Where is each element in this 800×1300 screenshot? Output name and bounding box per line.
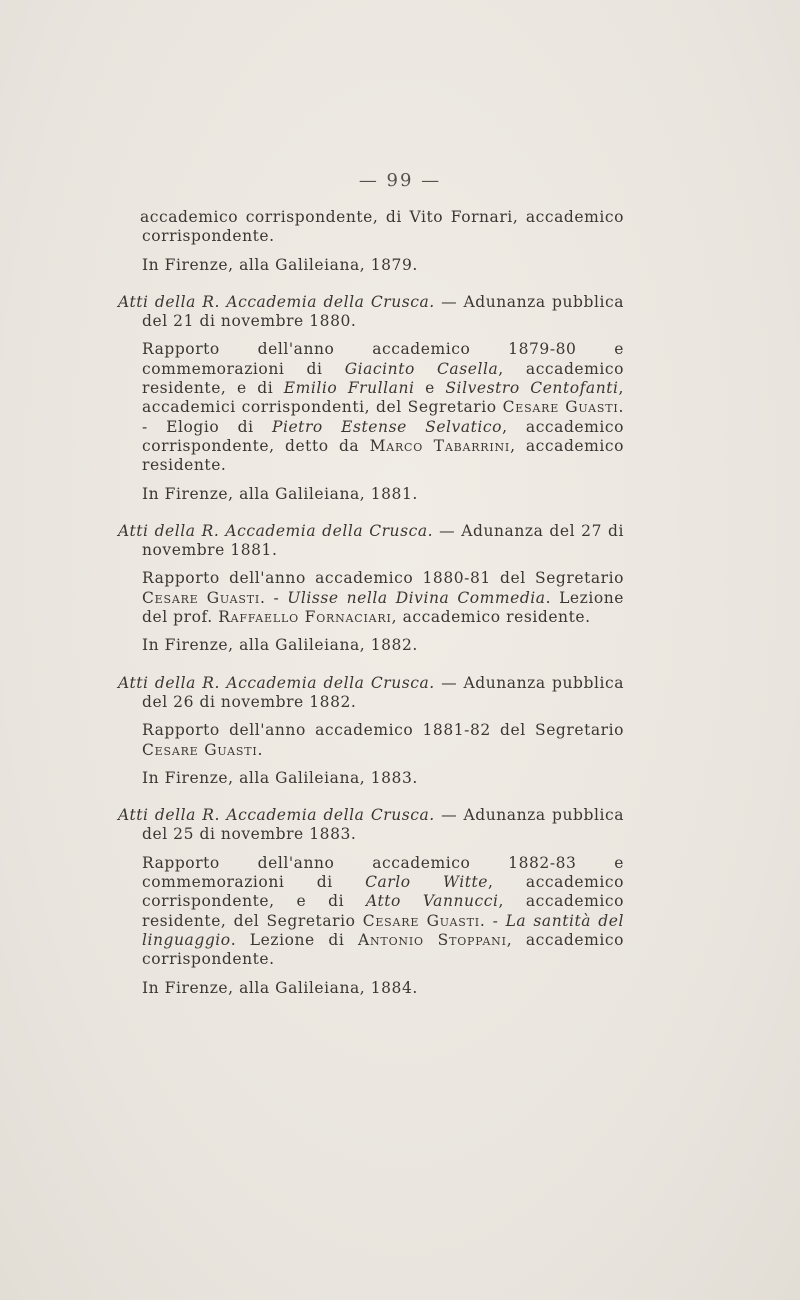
bibliography-entry <box>118 674 624 788</box>
entry-title: Atti della R. Accademia della Crusca. <box>118 292 435 311</box>
bibliography-entry <box>118 806 624 998</box>
bibliography-entry <box>118 522 624 656</box>
text-column <box>118 208 624 998</box>
author-name: Raffaello Fornaciari <box>218 608 392 627</box>
entry-heading <box>118 293 624 332</box>
entry-heading <box>118 674 624 713</box>
entry-description: Rapporto dell'anno accademico 1881-82 del Segretario Cesare Guasti. <box>142 721 624 759</box>
author-name: Marco Tabarrini <box>369 436 511 455</box>
commemorated-name: Pietro Estense Selvatico <box>271 417 503 436</box>
commemorated-name: Giacinto Casella <box>344 359 499 378</box>
commemorated-name: Silvestro Centofanti <box>445 379 619 398</box>
entry-place: In Firenze, alla Galileiana, 1881. <box>142 484 418 503</box>
entry-title: Atti della R. Accademia della Crusca. <box>118 521 434 540</box>
author-name: Antonio Stoppani <box>358 930 507 949</box>
commemorated-name: Carlo Witte <box>365 873 489 892</box>
work-title: La santità del linguaggio <box>142 911 625 949</box>
author-name: Cesare Guasti <box>142 588 261 607</box>
page-number: — 99 — <box>358 170 442 191</box>
opening-place: In Firenze, alla Galileiana, 1879. <box>142 255 418 274</box>
entry-title: Atti della R. Accademia della Crusca. <box>118 673 435 692</box>
entry-heading <box>118 806 624 845</box>
entry-description: Rapporto dell'anno accademico 1880-81 del Segretario Cesare Guasti. - Ulisse nella Divina Commedia. Lezione del prof. Raffaello Fornaciari, accademico residente. <box>142 569 625 627</box>
entry-session: — Adunanza pubblica del 21 di novembre 1880. <box>142 292 624 331</box>
commemorated-name: Emilio Frullani <box>283 379 415 398</box>
entry-place: In Firenze, alla Galileiana, 1883. <box>142 768 418 787</box>
opening-text: accademico corrispondente, di Vito Fornari, accademico corrispondente. <box>140 208 624 246</box>
entry-session: — Adunanza del 27 di novembre 1881. <box>142 521 624 560</box>
entry-session: — Adunanza pubblica del 25 di novembre 1883. <box>142 806 624 844</box>
commemorated-name: Atto Vannucci <box>366 892 499 911</box>
author-name: Cesare Guasti <box>142 740 258 759</box>
entry-place: In Firenze, alla Galileiana, 1882. <box>142 636 418 655</box>
entry-description: Rapporto dell'anno accademico 1882-83 e commemorazioni di Carlo Witte, accademico corrispondente, e di Atto Vannucci, accademico residente, del Segretario Cesare Guasti. - La santità del linguaggio. Lezione di Antonio Stoppani, accademico corrispondente. <box>142 853 625 969</box>
bibliography-entry <box>118 293 624 504</box>
entry-title: Atti della R. Accademia della Crusca. <box>118 806 435 825</box>
entry-heading <box>118 522 624 561</box>
work-title: Ulisse nella Divina Commedia <box>287 588 546 607</box>
author-name: Cesare Guasti <box>362 911 480 930</box>
entry-description: Rapporto dell'anno accademico 1879-80 e commemorazioni di Giacinto Casella, accademico residente, e di Emilio Frullani e Silvestro Centofanti, accademici corrispondenti, del Segretario Cesare Guasti. - Elogio di Pietro Estense Selvatico, accademico corrispondente, detto da Marco Tabarrini, accademico residente. <box>142 340 625 475</box>
entry-session: — Adunanza pubblica del 26 di novembre 1882. <box>142 673 624 711</box>
author-name: Cesare Guasti <box>502 398 619 417</box>
opening-paragraph <box>118 208 624 247</box>
entry-place: In Firenze, alla Galileiana, 1884. <box>142 978 418 997</box>
